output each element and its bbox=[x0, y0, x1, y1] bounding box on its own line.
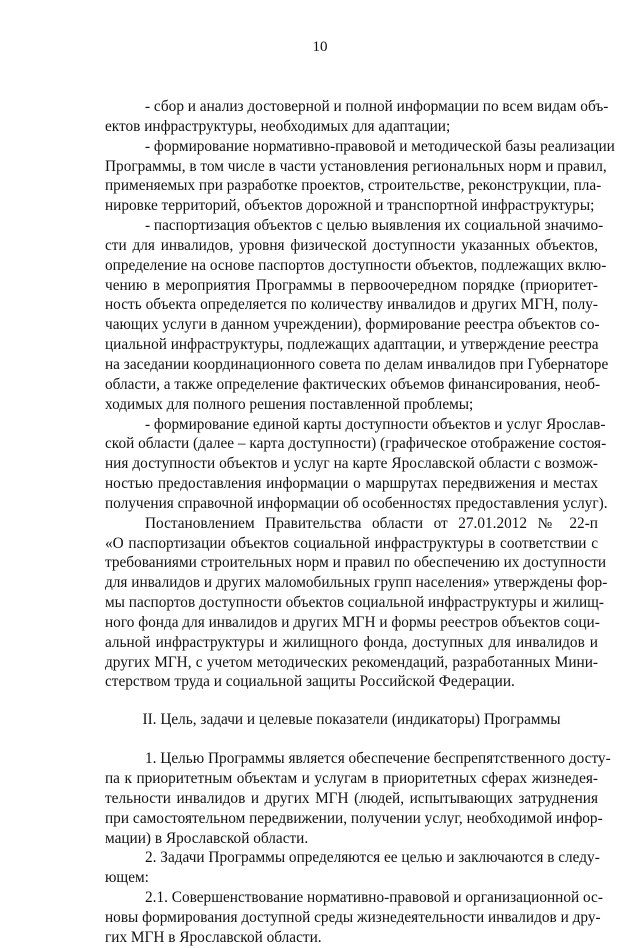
para-goal bbox=[105, 749, 611, 848]
text-line: ской области (далее – карта доступности) (графическое отображение состоя- bbox=[105, 435, 607, 453]
text-line: нировке территорий, объектов дорожной и транспортной инфраструктуры; bbox=[105, 197, 595, 215]
text-line: сти для инвалидов, уровня физической доступности указанных объектов, bbox=[105, 236, 598, 254]
text-line: ния доступности объектов и услуг на карте Ярославской области с возмож- bbox=[105, 455, 598, 473]
text-line: применяемых при разработке проектов, строительстве, реконструкции, пла- bbox=[105, 177, 602, 195]
text-line: циальной инфраструктуры, подлежащих адаптации, и утверждение реестра bbox=[105, 336, 599, 354]
text-line: - сбор и анализ достоверной и полной информации по всем видам объ- bbox=[145, 98, 609, 115]
top-paragraphs bbox=[105, 97, 615, 692]
text-line: ходимых для полного решения поставленной проблемы; bbox=[105, 395, 474, 413]
text-line: «О паспортизации объектов социальной инфраструктуры в соответствии с bbox=[105, 534, 598, 552]
page-number: 10 bbox=[312, 39, 328, 55]
text-line: стерством труда и социальной защиты Российской Федерации. bbox=[105, 673, 515, 691]
text-line: тельности инвалидов и других МГН (людей, испытывающих затруднения bbox=[105, 789, 598, 807]
text-line: Постановлением Правительства области от 27.01.2012 № 22-п bbox=[145, 514, 598, 532]
text-line: ностью предоставления информации о маршрутах передвижения и местах bbox=[105, 475, 598, 493]
text-line: требованиями строительных норм и правил по обеспечению их доступности bbox=[105, 554, 607, 572]
para-task-2-1 bbox=[105, 888, 603, 948]
text-line: 2. Задачи Программы определяются ее целью и заключаются в следу- bbox=[145, 849, 600, 867]
text-line: ектов инфраструктуры, необходимых для адаптации; bbox=[105, 117, 451, 135]
text-line: чению в мероприятия Программы в первоочередном порядке (приоритет- bbox=[105, 276, 598, 294]
text-line: альной инфраструктуры и жилищного фонда, доступных для инвалидов и bbox=[105, 633, 598, 651]
text-line: 1. Целью Программы является обеспечение беспрепятственного досту- bbox=[145, 750, 611, 768]
text-line: - формирование нормативно-правовой и методической базы реализации bbox=[145, 137, 615, 155]
text-line: других МГН, с учетом методических рекомендаций, разработанных Мини- bbox=[105, 653, 598, 671]
text-line: - паспортизация объектов с целью выявления их социальной значимо- bbox=[145, 217, 604, 235]
text-line: ющем: bbox=[105, 869, 149, 887]
text-line: при самостоятельном передвижении, получении услуг, необходимой инфор- bbox=[105, 809, 603, 827]
bottom-paragraphs bbox=[105, 749, 611, 947]
text-line: новы формирования доступной среды жизнедеятельности инвалидов и дру- bbox=[105, 908, 601, 926]
para-passportization bbox=[105, 216, 609, 414]
text-line: мы паспортов доступности объектов социальной инфраструктуры и жилищ- bbox=[105, 594, 605, 612]
para-resolution bbox=[105, 514, 608, 693]
para-accessibility-map bbox=[105, 415, 608, 514]
para-normative-base bbox=[105, 137, 615, 216]
text-line: 2.1. Совершенствование нормативно-правовой и организационной ос- bbox=[145, 889, 603, 907]
text-line: области, а также определение фактических объемов финансирования, необ- bbox=[105, 375, 601, 393]
para-info-collection bbox=[105, 97, 609, 137]
para-tasks bbox=[105, 848, 598, 888]
text-line: на заседании координационного совета по делам инвалидов при Губернаторе bbox=[105, 355, 609, 373]
text-line: мации) в Ярославской области. bbox=[105, 829, 309, 847]
text-line: ность объекта определяется по количеству инвалидов и других МГН, полу- bbox=[105, 296, 598, 314]
text-line: получения справочной информации об особенностях предоставления услуг). bbox=[105, 494, 608, 512]
text-line: чающих услуги в данном учреждении), формирование реестра объектов со- bbox=[105, 316, 600, 334]
text-line: для инвалидов и других маломобильных групп населения» утверждены фор- bbox=[105, 574, 608, 592]
text-line: гих МГН в Ярославской области. bbox=[105, 928, 322, 946]
text-line: па к приоритетным объектам и услугам в приоритетных сферах жизнедея- bbox=[105, 770, 598, 787]
text-line: - формирование единой карты доступности объектов и услуг Ярослав- bbox=[145, 415, 606, 433]
text-line: ного фонда для инвалидов и других МГН и формы реестров объектов соци- bbox=[105, 613, 600, 631]
text-line: Программы, в том числе в части установления региональных норм и правил, bbox=[105, 157, 607, 175]
text-line: определение на основе паспортов доступности объектов, подлежащих вклю- bbox=[105, 256, 607, 274]
document-body bbox=[105, 97, 615, 948]
section-heading: II. Цель, задачи и целевые показатели (индикаторы) Программы bbox=[142, 711, 561, 729]
